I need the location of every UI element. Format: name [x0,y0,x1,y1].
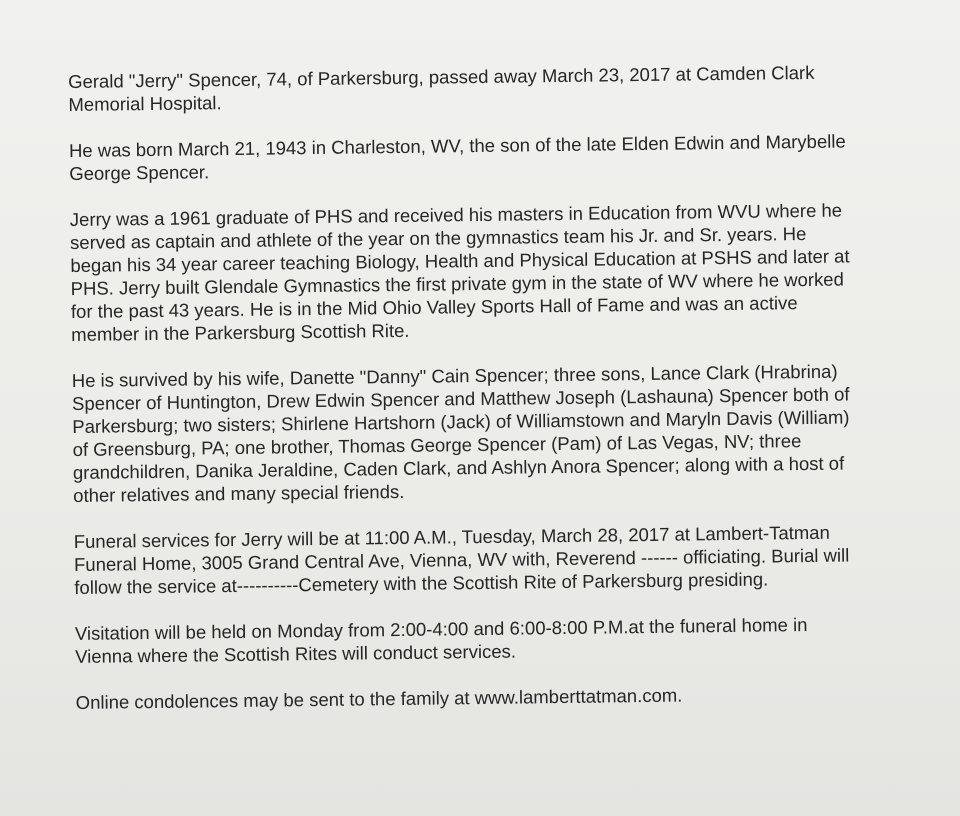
death-announcement-paragraph [68,59,944,116]
text-line: Funeral services for Jerry will be at 11:00 A.M., Tuesday, March 28, 2017 at Lambert-Tatman [73,521,830,552]
visitation-paragraph [75,611,951,668]
text-line: for the past 43 years. He is in the Mid Ohio Valley Sports Hall of Fame and was an active [70,292,798,322]
funeral-services-paragraph [74,519,951,599]
condolences-paragraph [76,680,952,714]
text-line: began his 34 year career teaching Biology, Health and Physical Education at PSHS and later at [70,245,850,276]
text-line: Memorial Hospital. [68,92,222,115]
career-paragraph [70,197,948,346]
text-line: He is survived by his wife, Danette "Danny" Cain Spencer; three sons, Lance Clark (Hrabrina) [71,360,838,391]
text-line: Jerry was a 1961 graduate of PHS and received his masters in Education from WVU where he [69,199,843,230]
text-line: Spencer of Huntington, Drew Edwin Spencer and Matthew Joseph (Lashauna) Spencer both of [71,383,850,414]
text-line: Visitation will be held on Monday from 2:00-4:00 and 6:00-8:00 P.M.at the funeral home in [74,614,808,644]
text-line: George Spencer. [69,161,210,184]
text-line: member in the Parkersburg Scottish Rite. [71,319,410,345]
text-line: PHS. Jerry built Glendale Gymnastics the first private gym in the state of WV where he worked [70,268,844,299]
survivors-paragraph [72,358,950,507]
text-line: Funeral Home, 3005 Grand Central Ave, Vienna, WV with, Reverend ------ officiating. Burial will [73,544,850,575]
text-line: follow the service at----------Cemetery with the Scottish Rite of Parkersburg presiding. [74,568,769,598]
text-line: Parkersburg; two sisters; Shirlene Hartshorn (Jack) of Williamstown and Maryln Davis (William) [72,406,850,437]
obituary-text [68,59,952,737]
text-line: other relatives and many special friends. [73,480,405,506]
birth-paragraph [69,128,945,185]
text-line: He was born March 21, 1943 in Charleston, WV, the son of the late Elden Edwin and Marybelle [68,130,846,161]
text-line: Online condolences may be sent to the family at www.lamberttatman.com. [75,684,683,713]
text-line: Gerald "Jerry" Spencer, 74, of Parkersburg, passed away March 23, 2017 at Camden Clark [68,61,815,92]
text-line: Vienna where the Scottish Rites will conduct services. [75,640,517,667]
text-line: grandchildren, Danika Jeraldine, Caden Clark, and Ashlyn Anora Spencer; along with a host of [72,452,845,483]
text-line: of Greensburg, PA; one brother, Thomas George Spencer (Pam) of Las Vegas, NV; three [72,430,802,460]
text-line: served as captain and athlete of the year on the gymnastics team his Jr. and Sr. years. He [69,222,807,253]
